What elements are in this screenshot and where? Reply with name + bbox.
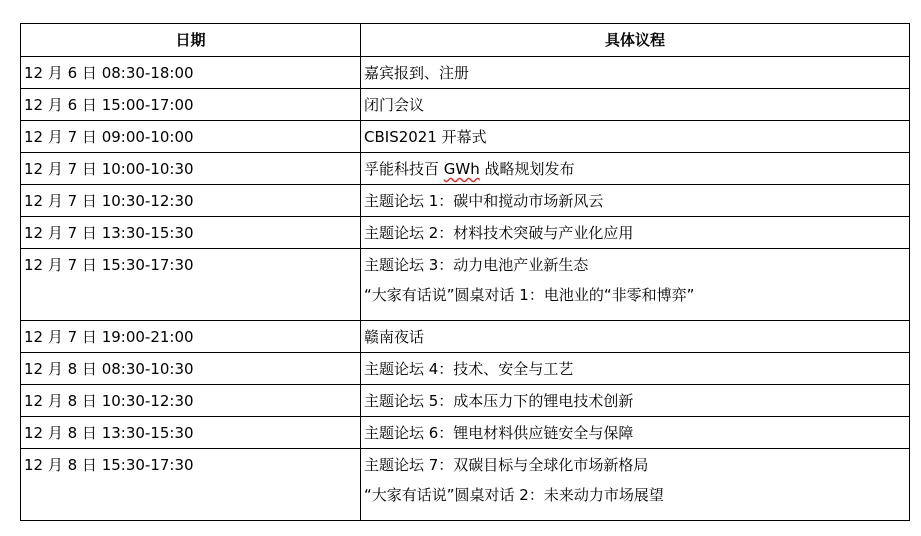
agenda-text: 主题论坛 4：技术、安全与工艺 bbox=[364, 360, 574, 378]
date-cell: 12 月 6 日 08:30-18:00 bbox=[21, 57, 361, 89]
agenda-cell bbox=[361, 121, 910, 153]
agenda-cell bbox=[361, 185, 910, 217]
agenda-cell bbox=[361, 321, 910, 353]
date-cell: 12 月 7 日 10:30-12:30 bbox=[21, 185, 361, 217]
agenda-cell bbox=[361, 153, 910, 185]
agenda-text: CBIS2021 开幕式 bbox=[364, 128, 487, 146]
date-cell: 12 月 7 日 19:00-21:00 bbox=[21, 321, 361, 353]
table-row bbox=[21, 449, 910, 521]
date-cell: 12 月 8 日 08:30-10:30 bbox=[21, 353, 361, 385]
agenda-text: “大家有话说”圆桌对话 2：未来动力市场展望 bbox=[364, 486, 664, 504]
agenda-column-header: 具体议程 bbox=[361, 24, 910, 57]
agenda-text-after: 战略规划发布 bbox=[479, 160, 575, 178]
agenda-cell bbox=[361, 89, 910, 121]
date-cell: 12 月 8 日 15:30-17:30 bbox=[21, 449, 361, 521]
agenda-text: 主题论坛 1：碳中和搅动市场新风云 bbox=[364, 192, 604, 210]
agenda-cell bbox=[361, 249, 910, 321]
agenda-text-before: 孚能科技百 bbox=[364, 160, 444, 178]
table-row bbox=[21, 417, 910, 449]
date-cell: 12 月 7 日 15:30-17:30 bbox=[21, 249, 361, 321]
agenda-text bbox=[364, 159, 906, 179]
date-cell: 12 月 7 日 10:00-10:30 bbox=[21, 153, 361, 185]
date-cell: 12 月 7 日 13:30-15:30 bbox=[21, 217, 361, 249]
agenda-text: 主题论坛 2：材料技术突破与产业化应用 bbox=[364, 224, 634, 242]
table-row bbox=[21, 249, 910, 321]
agenda-text: “大家有话说”圆桌对话 1：电池业的“非零和博弈” bbox=[364, 286, 695, 304]
table-row bbox=[21, 121, 910, 153]
agenda-cell bbox=[361, 353, 910, 385]
date-cell: 12 月 8 日 10:30-12:30 bbox=[21, 385, 361, 417]
table-row bbox=[21, 217, 910, 249]
agenda-cell bbox=[361, 417, 910, 449]
table-row bbox=[21, 385, 910, 417]
table-row bbox=[21, 57, 910, 89]
date-column-header: 日期 bbox=[21, 24, 361, 57]
agenda-text: 主题论坛 3：动力电池产业新生态 bbox=[364, 256, 589, 274]
agenda-text: 闭门会议 bbox=[364, 96, 425, 114]
date-cell: 12 月 7 日 09:00-10:00 bbox=[21, 121, 361, 153]
header-row bbox=[21, 24, 910, 57]
agenda-text: 主题论坛 7：双碳目标与全球化市场新格局 bbox=[364, 456, 649, 474]
agenda-table bbox=[20, 23, 910, 521]
date-cell: 12 月 6 日 15:00-17:00 bbox=[21, 89, 361, 121]
table-row bbox=[21, 89, 910, 121]
agenda-cell bbox=[361, 385, 910, 417]
table-row bbox=[21, 321, 910, 353]
table-row bbox=[21, 185, 910, 217]
table-row bbox=[21, 153, 910, 185]
agenda-text: 赣南夜话 bbox=[364, 328, 425, 346]
date-cell: 12 月 8 日 13:30-15:30 bbox=[21, 417, 361, 449]
agenda-cell bbox=[361, 217, 910, 249]
agenda-cell bbox=[361, 449, 910, 521]
agenda-text: 主题论坛 5：成本压力下的锂电技术创新 bbox=[364, 392, 634, 410]
agenda-text: 嘉宾报到、注册 bbox=[364, 64, 470, 82]
agenda-text: 主题论坛 6：锂电材料供应链安全与保障 bbox=[364, 424, 634, 442]
agenda-cell bbox=[361, 57, 910, 89]
table-row bbox=[21, 353, 910, 385]
spellcheck-marked-word: GWh bbox=[443, 160, 480, 178]
